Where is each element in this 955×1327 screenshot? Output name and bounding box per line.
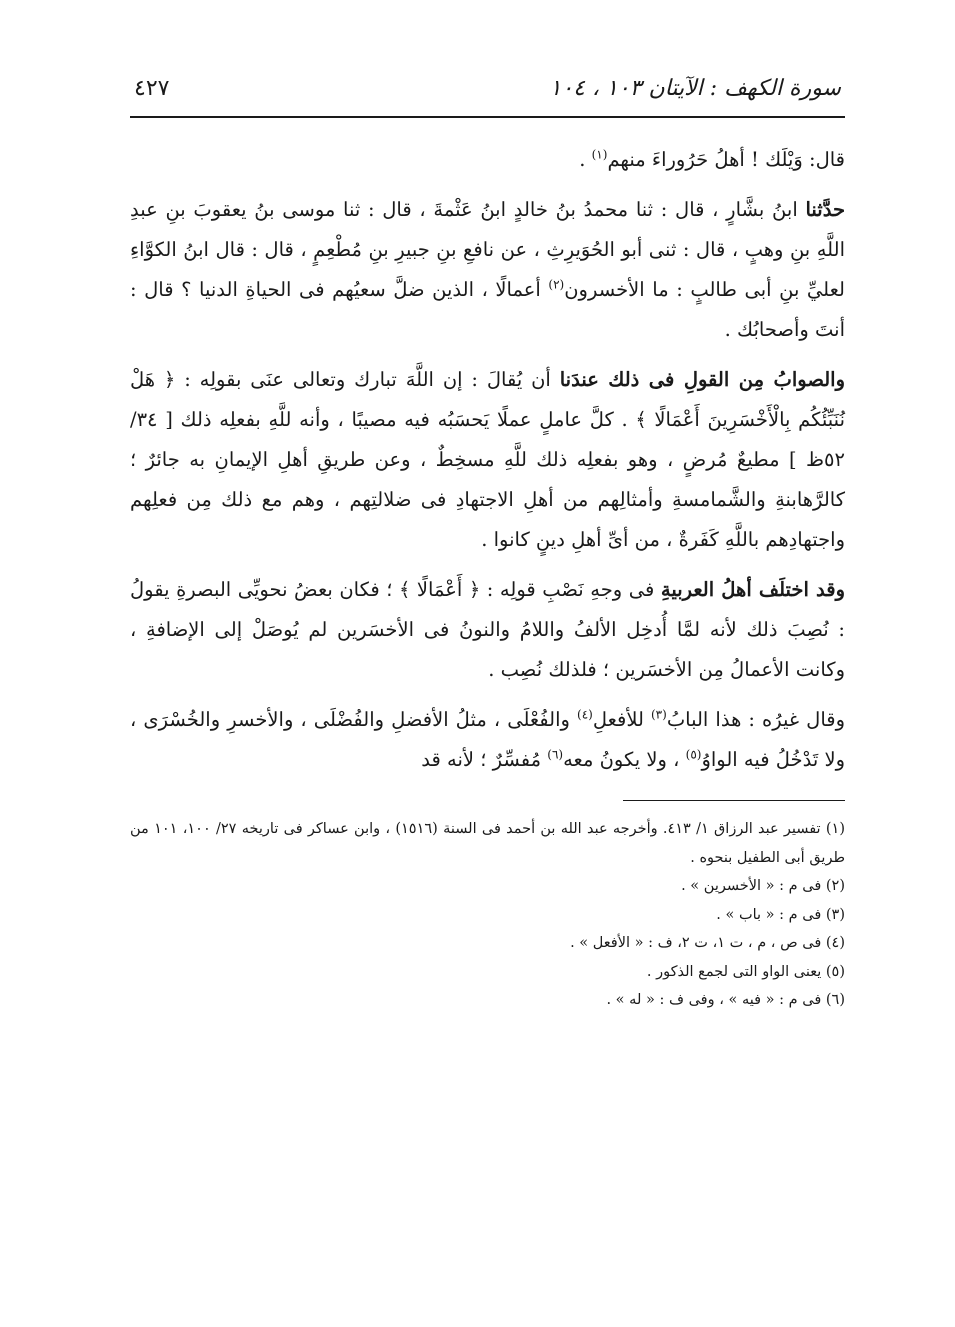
running-header — [130, 62, 845, 118]
footnote-marker: (١) — [591, 147, 608, 162]
paragraph-text: . — [579, 148, 592, 171]
main-text — [130, 140, 845, 780]
footnote-divider — [623, 800, 845, 801]
footnote-marker: (٥) — [685, 747, 702, 762]
document-page — [130, 62, 845, 1302]
paragraph — [130, 700, 845, 780]
paragraph-lead: وقد اختلَف أهلُ العربيةِ — [660, 578, 845, 601]
paragraph — [130, 360, 845, 560]
header-title: سورة الكهف : الآيتان ١٠٣ ، ١٠٤ — [549, 76, 841, 101]
paragraph-text: وقال غيرُه : هذا البابُ — [666, 708, 846, 731]
footnote-marker: (٦) — [547, 747, 564, 762]
footnote-marker: (٢) — [548, 277, 565, 292]
paragraph-lead: والصوابُ مِن القولِ فى ذلك عندَنا — [559, 368, 845, 391]
footnote: (٣) فى م : « باب » . — [716, 906, 845, 923]
paragraph-text: فى وجهِ نَصْبِ قولِه : ﴿ أَعْمَالًا ﴾ ؛ فكان بعضُ نحويِّى البصرةِ يقولُ : نُصِبَ ذلك لأنه لمَّا أُدخِل الألفُ واللامُ والنونُ فى الأخسَرين لم يُوصَلْ إلى الإضافةِ ، وكانت الأعمالُ مِن الأخسَرين ؛ فلذلك نُصِب . — [130, 578, 845, 681]
footnotes — [130, 815, 845, 1015]
footnote: (٢) فى م : « الأخسرين » . — [681, 878, 845, 894]
paragraph-text: مُفسِّرٌ ؛ لأنه قد — [421, 748, 548, 771]
paragraph-text: قال: وَيْلَك ! أهلُ حَرُوراءَ منهم — [607, 148, 845, 171]
paragraph-text: أعمالًا ، الذين ضلَّ سعيُهم فى الحياةِ الدنيا ؟ قال : أنتَ وأصحابُك . — [130, 278, 845, 341]
paragraph — [130, 190, 845, 350]
footnote: (٥) يعنى الواو التى لجمع الذكور . — [646, 963, 845, 980]
footnote: (٤) فى ص ، م ، ت ١، ت ٢، ف : « الأفعل » . — [570, 935, 845, 951]
footnote: (٦) فى م : « فيه » ، وفى ف : « له » . — [606, 992, 845, 1008]
paragraph-lead: حدَّثنا — [805, 198, 845, 221]
paragraph-text: ، ولا يكونُ معه — [563, 748, 686, 771]
footnote-marker: (٣) — [650, 707, 667, 722]
paragraph-text: أن يُقالَ : إن اللَّهَ تبارك وتعالى عنَى بقولِه : ﴿ هَلْ نُنَبِّئُكُم بِالْأَخْسَرِينَ أَعْمَالًا ﴾ . كلَّ عاملٍ عملًا يَحسَبُه فيه مصيبًا ، وأنه للَّهِ بفعلِه ذلك [ ٣٤/ ٥٢ظ ] مطيعٌ مُرضٍ ، وهو بفعلِه ذلك للَّهِ مسخِطٌ ، وعن طريقِ أهلِ الإيمانِ به جائرٌ ؛ كالرَّهابنةِ والشَّمامسةِ وأمثالِهم من أهلِ الاجتهادِ فى ضلالتِهم ، وهم مع ذلك مِن فعلِهم واجتهادِهم باللَّهِ كَفَرةٌ ، من أىِّ أهلِ دينٍ كانوا . — [130, 368, 845, 551]
footnote-marker: (٤) — [577, 707, 593, 722]
paragraph-text: ابنُ بشَّارٍ ، قال : ثنا محمدُ بنُ خالدٍ ابنُ عَثْمةَ ، قال : ثنا موسى بنُ يعقوبَ بنِ عبدِ اللَّهِ بنِ وهبٍ ، قال : ثنى أبو الحُوَيرِثِ ، عن نافعِ بنِ جبيرِ بنِ مُطْعِمٍ ، قال : قال ابنُ الكوَّاءِ لعليِّ بنِ أبى طالبٍ : ما الأخسرون — [130, 198, 845, 301]
paragraph — [130, 140, 845, 180]
footnote: (١) تفسير عبد الرزاق ١/ ٤١٣. وأخرجه عبد الله بن أحمد فى السنة (١٥١٦) ، وابن عساكر فى تاريخه ٢٧/ ١٠٠، ١٠١ من طريق أبى الطفيل بنحوه . — [130, 821, 845, 866]
paragraph — [130, 570, 845, 690]
paragraph-text: والفُعْلَى ، مثلُ الأفضلِ والفُضْلَى ، والأخسرِ والخُسْرَى ، ولا تَدْخُلُ فيه الواوُ — [130, 708, 845, 771]
page-number: ٤٢٧ — [134, 76, 170, 101]
paragraph-text: للأفعلِ — [592, 708, 651, 731]
